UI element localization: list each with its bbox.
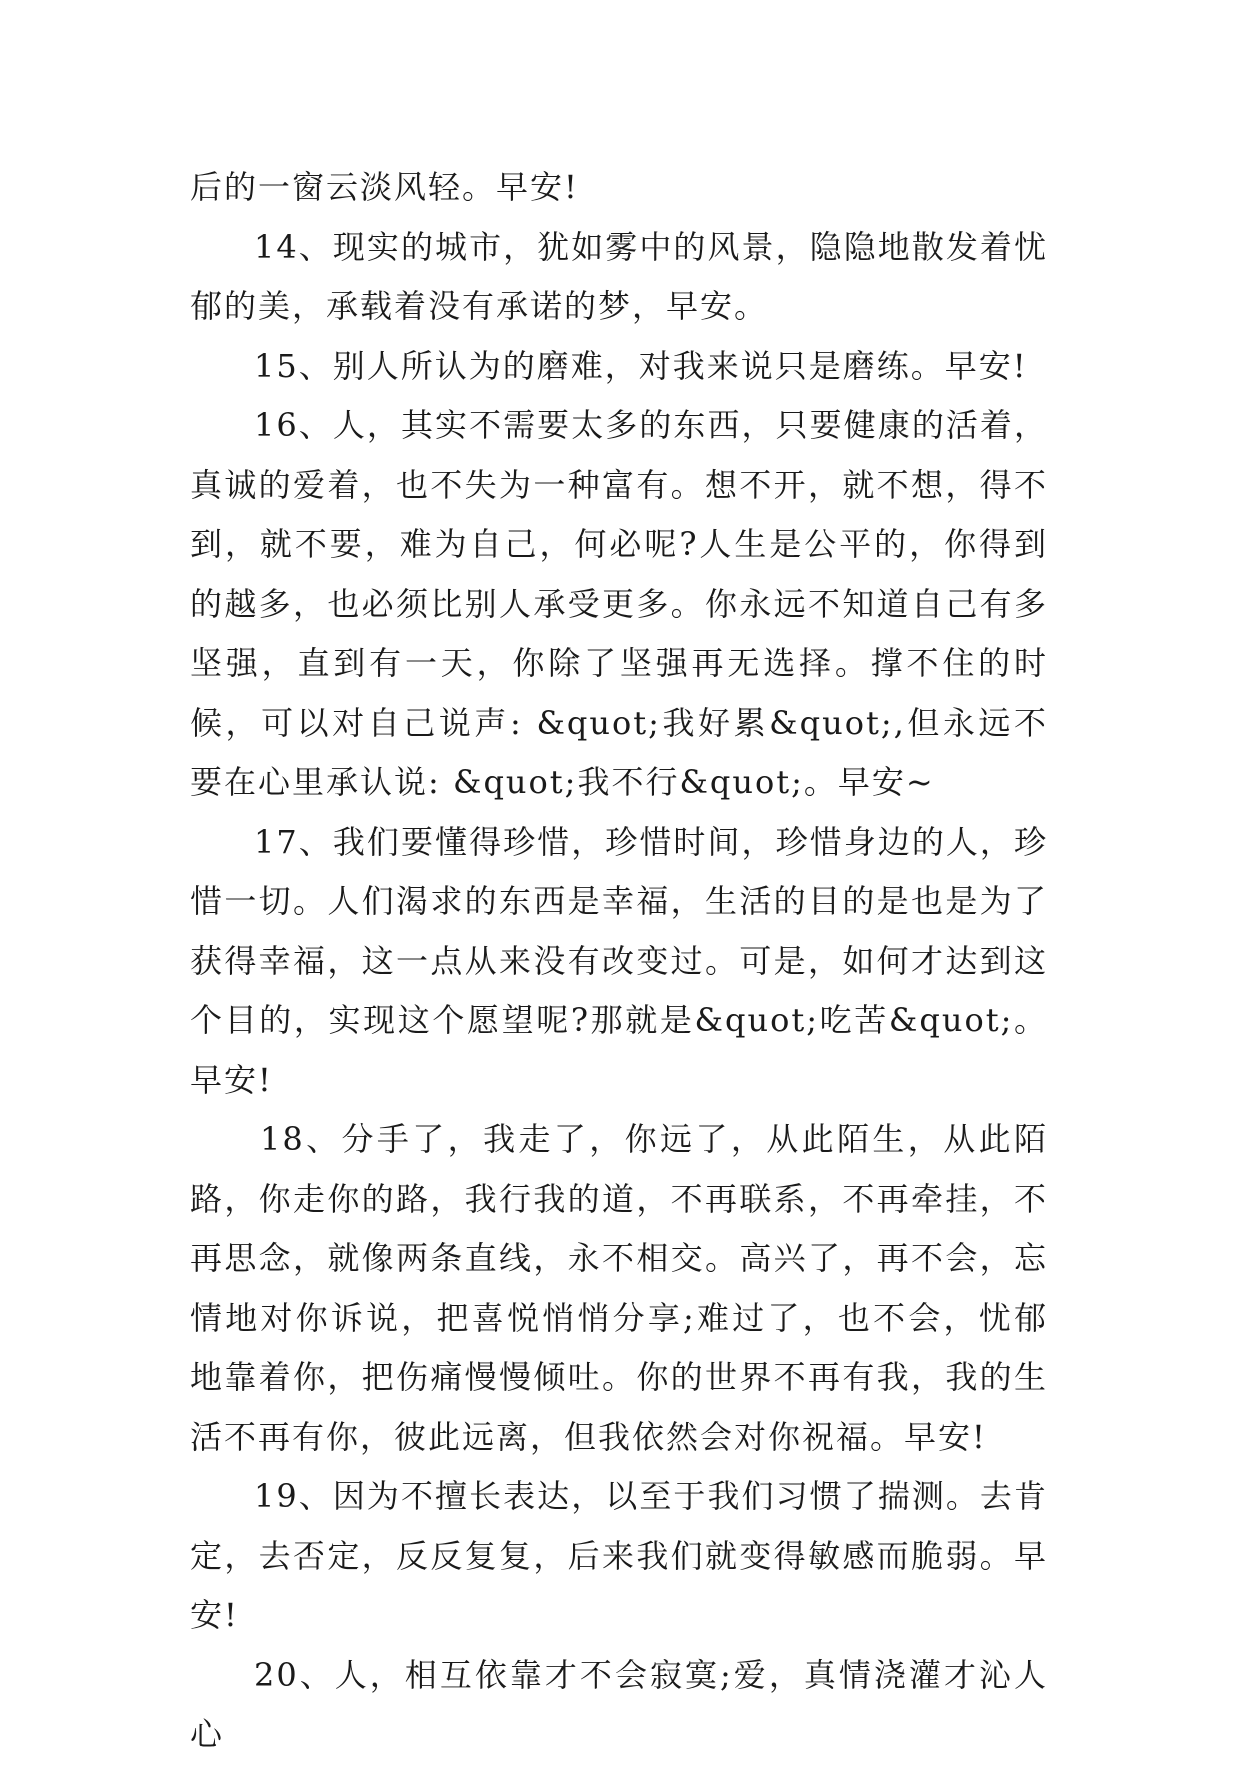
paragraph-16: 16、人，其实不需要太多的东西，只要健康的活着，真诚的爱着，也不失为一种富有。想不开，就不想，得不到，就不要，难为自己，何必呢?人生是公平的，你得到的越多，也必须比别人承受更多。你永远不知道自己有多坚强，直到有一天，你除了坚强再无选择。撑不住的时候，可以对自己说声: &quot;我好累&quot;,但永远不要在心里承认说: &quot;我不行&quot;。早安~ bbox=[190, 406, 1048, 801]
paragraph-19: 19、因为不擅长表达，以至于我们习惯了揣测。去肯定，去否定，反反复复，后来我们就变得敏感而脆弱。早安! bbox=[190, 1477, 1048, 1634]
paragraph-continuation: 后的一窗云淡风轻。早安! bbox=[190, 168, 579, 206]
paragraph-17: 17、我们要懂得珍惜，珍惜时间，珍惜身边的人，珍惜一切。人们渴求的东西是幸福，生活的目的是也是为了获得幸福，这一点从来没有改变过。可是，如何才达到这个目的，实现这个愿望呢?那就是&quot;吃苦&quot;。早安! bbox=[190, 822, 1048, 1099]
paragraph-14: 14、现实的城市，犹如雾中的风景，隐隐地散发着忧郁的美，承载着没有承诺的梦，早安。 bbox=[190, 227, 1048, 325]
paragraph-18: 18、分手了，我走了，你远了，从此陌生，从此陌路，你走你的路，我行我的道，不再联系，不再牵挂，不再思念，就像两条直线，永不相交。高兴了，再不会，忘情地对你诉说，把喜悦悄悄分享;难过了，也不会，忧郁地靠着你，把伤痛慢慢倾吐。你的世界不再有我，我的生活不再有你，彼此远离，但我依然会对你祝福。早安! bbox=[190, 1120, 1048, 1456]
paragraph-20: 20、人，相互依靠才不会寂寞;爱，真情浇灌才沁人心 bbox=[190, 1655, 1048, 1753]
paragraph-15: 15、别人所认为的磨难，对我来说只是磨练。早安! bbox=[254, 346, 1028, 385]
document-body bbox=[190, 158, 1048, 1765]
